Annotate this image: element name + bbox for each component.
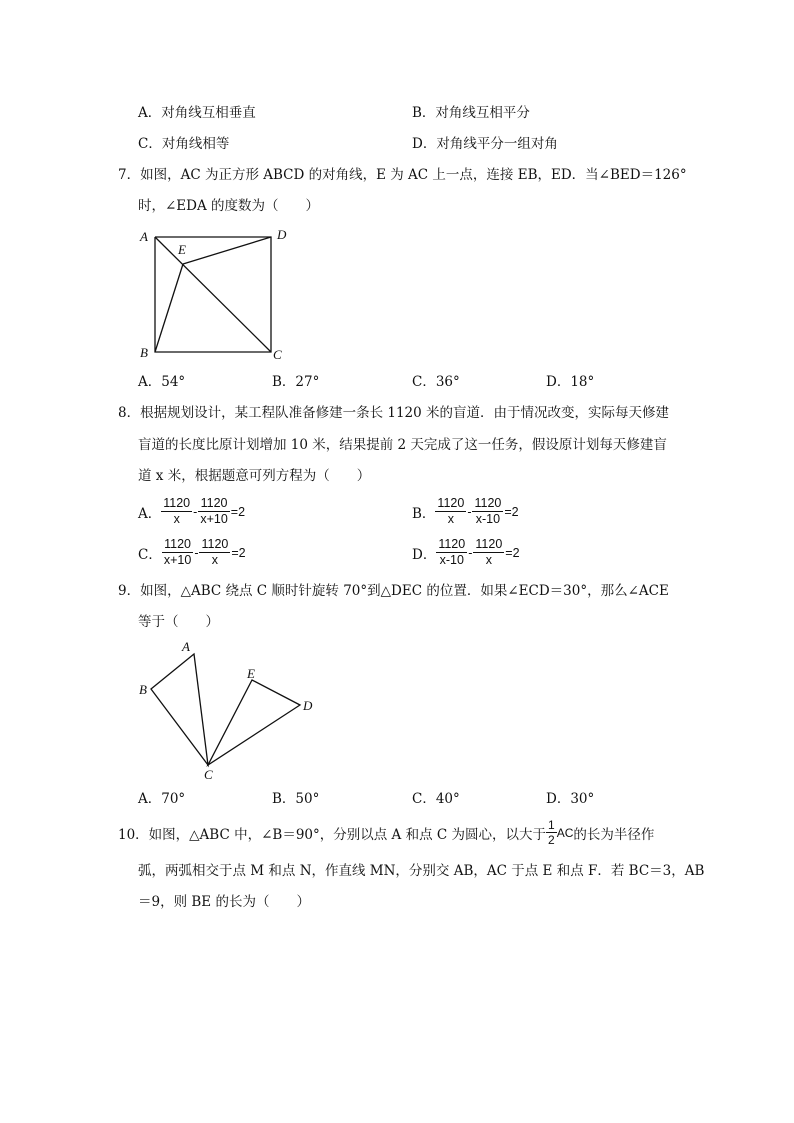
q9-option-a: A．70° [138,791,186,807]
q8-b-frac1-den: x [447,512,454,526]
q8-option-a [138,496,246,527]
q8-d-eq: =2 [505,545,520,560]
q6-option-b: B．对角线互相平分 [412,105,530,121]
q8-d-frac2-den: x [485,553,492,567]
q8-b-frac2-den: x-10 [475,512,501,526]
q10-stem-line1-post: 的长为半径作 [573,826,655,843]
q10-half-fraction [546,818,557,847]
q10-stem-line1 [118,818,654,847]
q8-option-b [412,496,520,527]
q7-label-a: A [140,229,148,244]
q8-c-frac1-den: x+10 [163,553,192,567]
q10-frac-num: 1 [548,818,555,832]
q8-d-frac1-num: 1120 [438,537,466,551]
q8-c-frac2 [199,537,230,568]
q8-option-c-label: C． [138,546,162,563]
q9-label-a: A [182,639,190,654]
q8-d-frac1-den: x-10 [439,553,464,567]
q9-label-e: E [247,666,255,681]
q8-stem-line2: 盲道的长度比原计划增加 10 米，结果提前 2 天完成了这一任务，假设原计划每天修建盲 [138,437,667,453]
q8-b-frac2 [472,496,503,527]
q7-segment-eb [155,264,183,352]
q8-a-frac1-den: x [173,512,180,526]
q9-stem-line2: 等于（ ） [138,614,219,630]
q9-label-b: B [139,682,147,697]
q8-b-eq: =2 [504,504,519,519]
q10-stem-line2: 弧，两弧相交于点 M 和点 N，作直线 MN，分别交 AB，AC 于点 E 和点 F．若 BC＝3，AB [138,863,705,879]
q9-label-c: C [204,767,213,782]
q10-stem-line3: ＝9，则 BE 的长为（ ） [138,894,310,910]
q7-segment-ed [183,237,271,264]
q8-d-minus: - [468,545,473,560]
q7-label-d: D [277,227,287,242]
q6-option-c: C．对角线相等 [138,136,230,152]
q8-d-frac1 [436,537,467,568]
q7-square-figure [135,222,295,367]
q8-b-frac2-num: 1120 [474,496,502,510]
q8-option-b-label: B． [412,505,436,522]
q8-a-frac1 [161,496,192,527]
q8-d-frac2 [473,537,504,568]
q6-option-d: D．对角线平分一组对角 [412,136,558,152]
q7-stem-line1: 7．如图，AC 为正方形 ABCD 的对角线，E 为 AC 上一点，连接 EB，ED．当∠BED＝126° [118,167,687,183]
q8-c-frac1 [162,537,193,568]
q10-stem-line1-pre: 10．如图，△ABC 中，∠B＝90°，分别以点 A 和点 C 为圆心，以大于 [118,826,547,843]
q8-stem-line1: 8．根据规划设计，某工程队准备修建一条长 1120 米的盲道．由于情况改变，实际每天修建 [118,405,670,421]
q9-rotation-figure [135,636,325,784]
q9-stem-line1: 9．如图，△ABC 绕点 C 顺时针旋转 70°到△DEC 的位置．如果∠ECD＝30°，那么∠ACE [118,583,669,599]
q7-option-b: B．27° [272,374,320,390]
q8-c-eq: =2 [231,545,246,560]
q8-b-minus: - [467,504,472,519]
q7-label-c: C [273,347,282,362]
q8-a-minus: - [193,504,198,519]
q10-frac-den: 2 [548,833,555,847]
q8-a-frac1-num: 1120 [163,496,191,510]
q9-option-d: D．30° [546,791,595,807]
q9-triangle-abc [151,654,208,765]
q7-label-b: B [140,345,148,360]
q8-b-frac1 [435,496,466,527]
q8-b-frac1-num: 1120 [437,496,465,510]
q8-a-frac2-den: x+10 [200,512,228,526]
q9-option-c: C．40° [412,791,460,807]
q7-stem-line2: 时，∠EDA 的度数为（ ） [138,198,320,214]
q8-c-frac2-num: 1120 [201,537,229,551]
q8-option-a-label: A． [138,505,162,522]
q8-c-minus: - [194,545,199,560]
q9-triangle-dec [208,680,300,765]
q7-label-e: E [178,242,186,257]
q8-option-d-label: D． [412,546,437,563]
q7-option-c: C．36° [412,374,460,390]
q8-a-frac2-num: 1120 [198,496,229,512]
q10-frac-tail: AC [556,825,574,840]
q7-option-d: D．18° [546,374,595,390]
q8-c-frac2-den: x [211,553,219,567]
q8-c-frac1-num: 1120 [162,537,193,553]
q8-a-frac2 [198,496,229,527]
q9-label-d: D [303,698,313,713]
q8-stem-line3: 道 x 米，根据题意可列方程为（ ） [138,468,371,484]
q8-option-d [412,537,521,568]
q7-option-a: A．54° [138,374,186,390]
q8-d-frac2-num: 1120 [475,537,503,551]
q9-option-b: B．50° [272,791,320,807]
q8-a-eq: =2 [230,504,246,519]
q6-option-a: A．对角线互相垂直 [138,105,256,121]
q8-option-c [138,537,247,568]
